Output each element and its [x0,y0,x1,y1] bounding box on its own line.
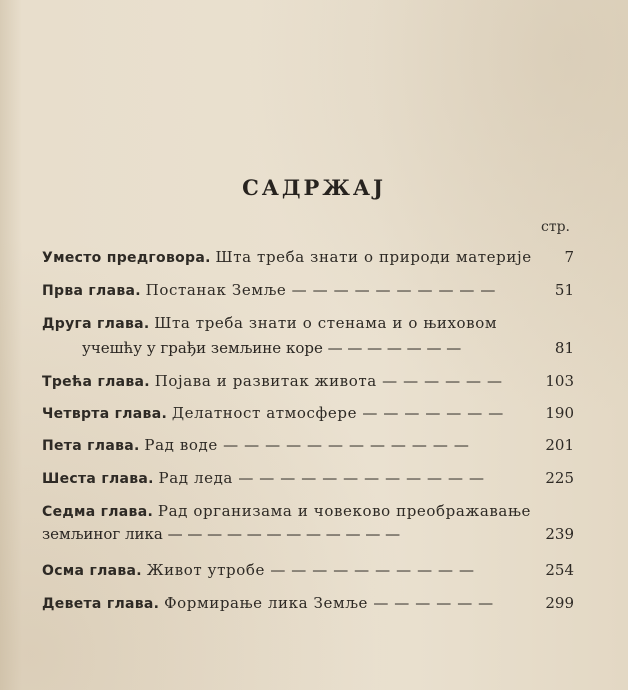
chapter-heading: Седма глава. [42,504,154,520]
page-number: 239 [545,525,574,543]
toc-entry [42,280,574,301]
chapter-heading: Прва глава. [42,283,141,299]
toc-entry [42,468,574,489]
toc-entry-continuation [42,524,574,544]
toc-entry [42,501,574,522]
chapter-heading: Трећа глава. [42,374,150,390]
chapter-title: Шта треба знати о стенама и о њиховом [154,314,498,332]
toc-entry [42,593,574,614]
chapter-heading: Шеста глава. [42,471,154,487]
chapter-heading: Четврта глава. [42,406,168,422]
chapter-title: Живот утробе — — — — — — — — — — [146,561,475,579]
chapter-heading: Осма глава. [42,563,142,579]
toc-entry [42,560,574,581]
chapter-title: Рад воде — — — — — — — — — — — — [144,436,470,454]
page-number: 81 [554,339,574,357]
toc-entry [42,247,574,268]
toc-entry [42,403,574,424]
chapter-heading: Девета глава. [42,596,160,612]
toc-entry [42,435,574,456]
page-number: 201 [545,436,574,454]
chapter-heading: Уместо предговора. [42,250,211,266]
page-number: 190 [545,404,574,422]
toc-entry-continuation [82,338,574,358]
chapter-title: Постанак Земље — — — — — — — — — — [145,281,496,299]
chapter-title: Формирање лика Земље — — — — — — [164,594,494,612]
page-number: 299 [545,594,574,612]
chapter-title: Шта треба знати о природи материје [215,248,532,266]
toc-entry [42,371,574,392]
chapter-title: Рад организама и човеково преображавање [157,502,531,520]
chapter-title-continued: земљиног лика — — — — — — — — — — — — [42,525,401,543]
page-number: 51 [554,281,574,299]
page-number: 254 [545,561,574,579]
chapter-heading: Пета глава. [42,438,140,454]
page-column-label: стр. [541,219,570,235]
chapter-heading: Друга глава. [42,316,150,332]
chapter-title: Делатност атмосфере — — — — — — — [171,404,504,422]
page-title: САДРЖАЈ [242,175,386,200]
page-number: 7 [564,248,574,266]
chapter-title-continued: учешћу у грађи земљине коре — — — — — — — [82,339,462,357]
chapter-title: Појава и развитак живота — — — — — — [154,372,503,390]
page-number: 225 [545,469,574,487]
toc-entry [42,313,574,334]
page-number: 103 [545,372,574,390]
chapter-title: Рад леда — — — — — — — — — — — — [158,469,485,487]
